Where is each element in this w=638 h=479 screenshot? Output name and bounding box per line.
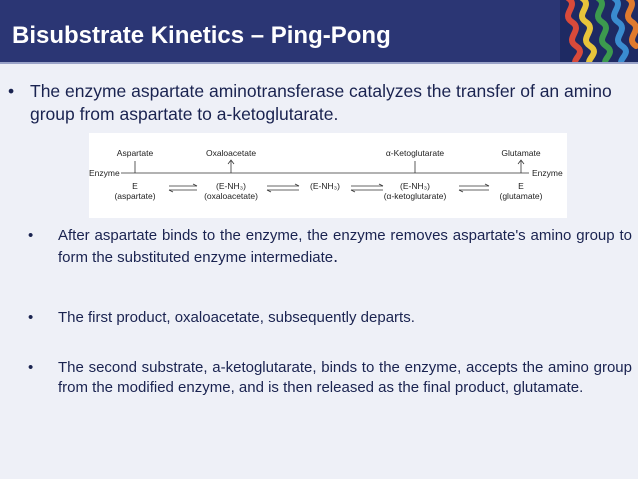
diagram-species-line2: (α-ketoglutarate)	[383, 191, 447, 201]
bullet-marker: •	[8, 81, 15, 101]
main-bullet	[8, 80, 628, 126]
diagram-species-line1: E	[518, 181, 524, 191]
protein-structure-icon	[560, 0, 638, 62]
diagram-top-label: Aspartate	[116, 148, 154, 158]
sub-bullet	[28, 226, 632, 268]
bullet-marker: •	[28, 309, 34, 326]
diagram-species-line1: E	[132, 181, 138, 191]
diagram-top-label: α-Ketoglutarate	[385, 148, 445, 158]
diagram-enzyme-right: Enzyme	[532, 168, 563, 178]
equilibrium-arrows-icon	[351, 184, 383, 192]
diagram-top-label: Oxaloacetate	[205, 148, 257, 158]
sub-bullet-text: The first product, oxaloacetate, subsequently departs.	[58, 309, 415, 326]
diagram-species-line2: (glutamate)	[499, 191, 543, 201]
ping-pong-diagram	[89, 133, 567, 218]
slide-title: Bisubstrate Kinetics – Ping-Pong	[12, 22, 391, 49]
sub-bullet	[28, 358, 632, 398]
diagram-species-line1: (E-NH₃)	[216, 181, 246, 191]
bullet-marker: •	[28, 227, 34, 244]
sub-bullet-period: .	[333, 246, 339, 266]
sub-bullet-text: After aspartate binds to the enzyme, the enzyme removes aspartate's amino group to form the substituted enzyme intermediate	[58, 227, 632, 266]
diagram-species-line1: (E-NH₃)	[400, 181, 430, 191]
diagram-species-line1: (E-NH₃)	[310, 181, 340, 191]
equilibrium-arrows-icon	[169, 184, 197, 192]
reaction-scheme	[89, 133, 567, 218]
title-underline	[0, 62, 638, 64]
diagram-species-line2: (aspartate)	[114, 191, 156, 201]
bullet-marker: •	[28, 359, 34, 376]
diagram-top-label: Glutamate	[501, 148, 541, 158]
sub-bullet	[28, 308, 632, 328]
diagram-enzyme-left: Enzyme	[89, 168, 120, 178]
equilibrium-arrows-icon	[459, 184, 489, 192]
sub-bullet-text: The second substrate, a-ketoglutarate, binds to the enzyme, accepts the amino group from the modified enzyme, and is then released as the final product, glutamate.	[58, 359, 632, 396]
main-bullet-text: The enzyme aspartate aminotransferase catalyzes the transfer of an amino group from aspartate to a-ketoglutarate.	[30, 81, 612, 124]
equilibrium-arrows-icon	[267, 184, 299, 192]
diagram-species-line2: (oxaloacetate)	[204, 191, 258, 201]
title-bar	[0, 0, 638, 62]
